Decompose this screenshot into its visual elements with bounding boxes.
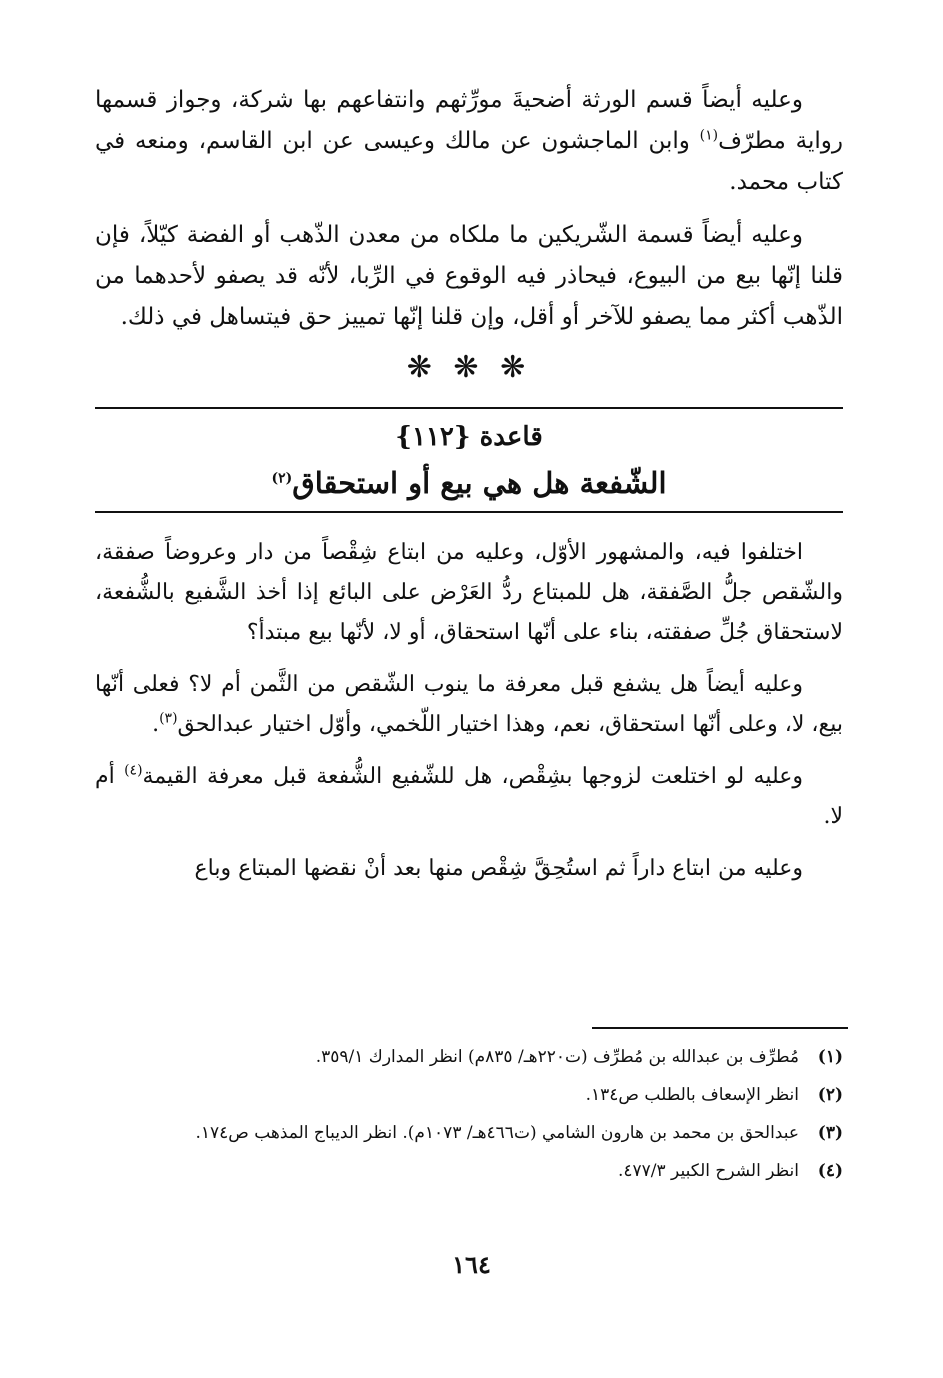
footnote-number: (٣): [817, 1123, 843, 1143]
footnote-text: مُطرِّف بن عبدالله بن مُطرِّف (ت٢٢٠هـ/ ٨٣٥م) انظر المدارك ٣٥٩/١.: [315, 1047, 799, 1067]
rule-subtitle: [95, 459, 843, 507]
rule-heading: [95, 409, 843, 511]
rule-title: قاعدة {١١٢}: [395, 422, 543, 452]
footnote-2: [95, 1080, 843, 1110]
paragraph-1-tail: وابن الماجشون عن مالك وعيسى عن ابن القاسم، ومنعه في كتاب محمد.: [95, 128, 843, 195]
heading-rule-bottom: [95, 511, 843, 513]
footnote-ref-4[interactable]: (٤): [124, 762, 143, 779]
footnote-ref-3[interactable]: (٣): [159, 710, 178, 727]
footnote-3: [95, 1118, 843, 1148]
footnote-number: (٤): [817, 1161, 843, 1181]
footnotes: [95, 1042, 843, 1194]
page-body: [95, 80, 843, 901]
paragraph-1-text: وعليه أيضاً قسم الورثة أضحيةَ مورِّثهم وانتفاعهم بها شركة، وجواز قسمها رواية مطرّف: [95, 87, 844, 154]
footnote-ref-2[interactable]: (٢): [271, 470, 293, 487]
footnote-text: انظر الإسعاف بالطلب ص١٣٤.: [585, 1085, 799, 1105]
body-paragraph-2: [95, 665, 843, 745]
body-paragraph-3-tail: أم لا.: [95, 764, 843, 829]
body-paragraph-1: اختلفوا فيه، والمشهور الأوّل، وعليه من ابتاع شِقْصاً من دار وعروضاً صفقة، والشّقص جلُّ الصَّفقة، هل للمبتاع ردُّ العَرْض على البائع إذا أخذ الشَّفيع بالشُّفعة، لاستحقاق جُلِّ صفقته، بناء على أنّها استحقاق، أو لا، لأنّها بيع مبتدأ؟: [95, 540, 843, 645]
page-number: ١٦٤: [452, 1250, 491, 1279]
body-paragraph-3-text: وعليه لو اختلعت لزوجها بشِقْص، هل للشّفيع الشُّفعة قبل معرفة القيمة: [142, 764, 804, 789]
paragraph-2: وعليه أيضاً قسمة الشّريكين ما ملكاه من معدن الذّهب أو الفضة كيّلاً، فإن قلنا إنّها بيع من البيوع، فيحاذر فيه الوقوع في الرِّبا، لأنّه قد يصفو لأحدهما من الذّهب أكثر مما يصفو للآخر أو أقل، وإن قلنا إنّها تمييز حق فيتساهل في ذلك.: [95, 222, 843, 330]
body-paragraph-3: [95, 757, 843, 837]
paragraph-1: [95, 80, 843, 203]
rule-body: [95, 533, 843, 889]
footnote-divider: [592, 1027, 848, 1029]
footnote-number: (١): [817, 1047, 843, 1067]
body-paragraph-4: وعليه من ابتاع داراً ثم استُحِقَّ شِقْص منها بعد أنْ نقضها المبتاع وباع: [194, 856, 803, 881]
footnote-4: [95, 1156, 843, 1186]
section-separator: ❋ ❋ ❋: [406, 350, 532, 385]
body-paragraph-2-tail: .: [152, 712, 160, 737]
body-paragraph-2-text: وعليه أيضاً هل يشفع قبل معرفة ما ينوب الشّقص من الثَّمن أم لا؟ فعلى أنّها بيع، لا، وعلى أنّها استحقاق، نعم، وهذا اختيار اللّخمي، وأوّل اختيار عبدالحق: [95, 672, 843, 737]
footnote-ref-1[interactable]: (١): [699, 127, 719, 144]
rule-subtitle-text: الشّفعة هل هي بيع أو استحقاق: [292, 466, 667, 500]
footnote-number: (٢): [817, 1085, 843, 1105]
footnote-text: عبدالحق بن محمد بن هارون الشامي (ت٤٦٦هـ/ ١٠٧٣م). انظر الديباج المذهب ص١٧٤.: [195, 1123, 799, 1143]
footnote-1: [95, 1042, 843, 1072]
footnote-text: انظر الشرح الكبير ٤٧٧/٣.: [617, 1161, 799, 1181]
